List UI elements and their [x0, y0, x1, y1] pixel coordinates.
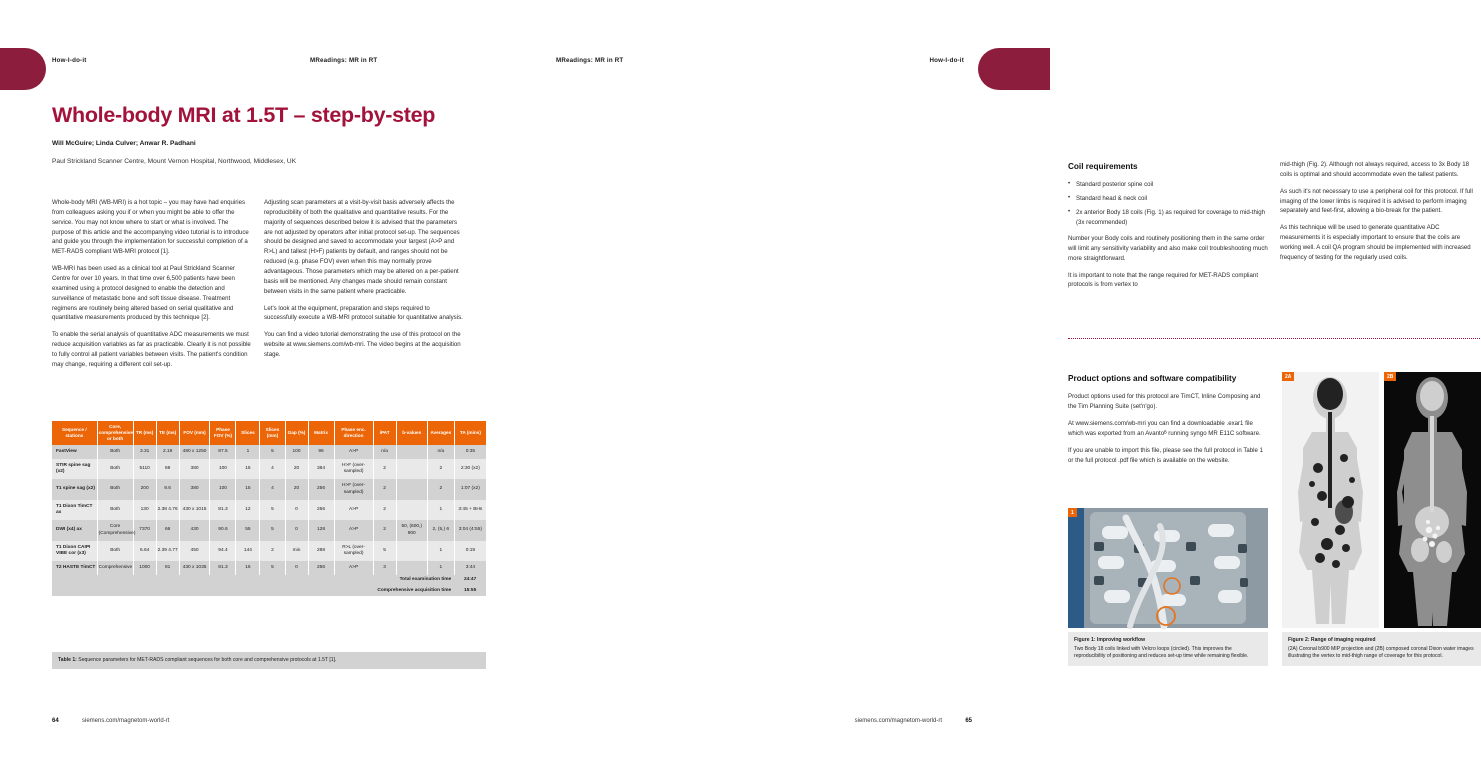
- table-caption: [52, 652, 486, 669]
- table-row: [52, 541, 486, 561]
- cell: 5: [260, 561, 285, 575]
- paragraph: You can find a video tutorial demonstrating the use of this protocol on the website at www.siemens.com/wb-mri. The video begins at the acquisition stage.: [264, 331, 461, 359]
- cell: 3:44: [454, 561, 486, 575]
- total-label: Comprehensive acquisition time: [52, 586, 454, 596]
- footer-url-right: siemens.com/magnetom-world-rt: [854, 718, 942, 724]
- cell: 256: [308, 561, 334, 575]
- figure-2a-badge: 2A: [1282, 372, 1294, 381]
- paragraph: Number your Body coils and routinely positioning them in the same order will limit any sensitivity variability and also make coil troubleshooting much more straightforward.: [1068, 235, 1268, 262]
- figure-1-caption-text: Two Body 18 coils linked with Velcro loops (circled). This improves the reproducibility of positioning and reduces set-up time while remaining flexible.: [1074, 645, 1249, 660]
- cell: 0: [285, 500, 308, 520]
- sequence-parameters-table-wrapper: [52, 421, 486, 596]
- cell: 2: [373, 459, 396, 479]
- table-caption-label: Table 1:: [58, 657, 77, 663]
- cell: [396, 459, 427, 479]
- cell-sequence-name: T1 Dixon CAIPI VIBE cor (x3): [52, 541, 97, 561]
- table-caption-text: Sequence parameters for MET-RADS compliant sequences for both core and comprehensive protocols at 1.5T [1].: [76, 657, 337, 663]
- column-header: Averages: [427, 421, 454, 445]
- cell: [396, 541, 427, 561]
- article-authors: Will McGuire; Linda Culver; Anwar R. Padhani: [52, 140, 196, 147]
- coil-requirements-column: [1068, 160, 1268, 290]
- cell: Both: [97, 459, 133, 479]
- paragraph: Let's look at the equipment, preparation and steps required to successfully execute a WB-MRI protocol suitable for quantitative analysis.: [264, 304, 463, 322]
- cell: 2.39 4.77: [156, 541, 179, 561]
- figure-2-caption-title: Figure 2: Range of imaging required: [1288, 637, 1376, 643]
- cell: n/a: [427, 445, 454, 459]
- cell: 430: [179, 520, 210, 540]
- cell: 0:19: [454, 541, 486, 561]
- cell: 5: [260, 500, 285, 520]
- cell: 2:30 (x2): [454, 459, 486, 479]
- column-header: Matrix: [308, 421, 334, 445]
- footer-url-left: siemens.com/magnetom-world-rt: [82, 718, 170, 724]
- cell: H>F (over-sampled): [334, 479, 373, 499]
- body-column-1: [52, 198, 252, 370]
- cell: 0:35: [454, 445, 486, 459]
- cell: [396, 479, 427, 499]
- left-page: [0, 0, 512, 768]
- cell: 7370: [133, 520, 156, 540]
- cell: 288: [308, 541, 334, 561]
- dixon-body-outline: [1384, 372, 1481, 628]
- cell: 1: [427, 500, 454, 520]
- total-value: 24:47: [454, 575, 486, 585]
- cell: 94.4: [210, 541, 236, 561]
- product-options-column: [1068, 372, 1268, 465]
- cell: 15: [236, 479, 260, 499]
- paragraph: WB-MRI has been used as a clinical tool at Paul Strickland Scanner Centre for over 10 years. In that time over 6,500 patients have been examined using a protocol designed to enable the detection and surveillance of metastatic bone and soft tissue disease. Treatment regimens are routinely being altered based on serial qualitative and quantitative measurements produced by this technique [2].: [52, 265, 235, 322]
- cell-sequence-name: STIR spine sag (x2): [52, 459, 97, 479]
- column-header: b-values: [396, 421, 427, 445]
- cell: 4: [260, 459, 285, 479]
- body-column-2: [264, 198, 464, 360]
- cell: 81.3: [210, 561, 236, 575]
- footer-page-number-right: 65: [965, 718, 972, 724]
- cell: 2: [427, 479, 454, 499]
- table-row: [52, 479, 486, 499]
- cell: A>P: [334, 520, 373, 540]
- figure-2b-badge: 2B: [1384, 372, 1396, 381]
- column-header: Phase FOV (%): [210, 421, 236, 445]
- cell: Both: [97, 500, 133, 520]
- cell: Both: [97, 479, 133, 499]
- column-header: iPAT: [373, 421, 396, 445]
- cell: H>F (over-sampled): [334, 459, 373, 479]
- paragraph: Whole-body MRI (WB-MRI) is a hot topic – you may have had enquiries from colleagues asking you if or when you might be able to offer the service. You may not know where to start or what is involved. The purpose of this article and the accompanying video tutorial is to introduce and guide you through the implementation for successful completion of a MET-RADS compliant WB-MRI protocol [1].: [52, 199, 249, 256]
- cell: 2: [373, 500, 396, 520]
- cell: [396, 445, 427, 459]
- cell: Comprehensive: [97, 561, 133, 575]
- cell: 96: [308, 445, 334, 459]
- figure-2a-mip-image: [1282, 372, 1379, 628]
- table-header-row: [52, 421, 486, 445]
- cell: 81.3: [210, 500, 236, 520]
- cell: 4: [260, 479, 285, 499]
- table-row: [52, 561, 486, 575]
- list-item: • 2x anterior Body 18 coils (Fig. 1) as required for coverage to mid-thigh (3x recommended): [1068, 208, 1268, 227]
- column-header: Core, comprehensive or both: [97, 421, 133, 445]
- table-row: [52, 520, 486, 540]
- article-affiliation: Paul Strickland Scanner Centre, Mount Vernon Hospital, Northwood, Middlesex, UK: [52, 158, 297, 165]
- table-body: [52, 445, 486, 596]
- cell: 1000: [133, 561, 156, 575]
- cell: 55: [236, 520, 260, 540]
- cell: 384: [308, 459, 334, 479]
- cell: 1:07 (x2): [454, 479, 486, 499]
- paragraph: If you are unable to import this file, please see the full protocol in Table 1 or the full protocol .pdf file which is available on the website.: [1068, 446, 1264, 464]
- running-head-left-page-left: How-I-do-it: [52, 57, 87, 64]
- figure-1-caption: [1068, 632, 1268, 666]
- cell: 430 x 1015: [179, 500, 210, 520]
- cell: Core (Comprehensive): [97, 520, 133, 540]
- cell: 130: [133, 500, 156, 520]
- mip-image-artwork: [1282, 372, 1379, 628]
- cell-sequence-name: DWI (x4) ax: [52, 520, 97, 540]
- cell-sequence-name: FastView: [52, 445, 97, 459]
- paragraph: Product options used for this protocol are TimCT, Inline Composing and the Tim Planning Suite (set'n'go).: [1068, 393, 1261, 411]
- running-head-right-page-left: MReadings: MR in RT: [556, 57, 624, 64]
- list-item: • Standard posterior spine coil: [1068, 180, 1268, 189]
- cell-sequence-name: T2 HASTE TimCT: [52, 561, 97, 575]
- cell: 6.64: [133, 541, 156, 561]
- paragraph: It is important to note that the range required for MET-RADS compliant protocols is from vertex to: [1068, 271, 1259, 289]
- total-label: Total examination time: [52, 575, 454, 585]
- cell: 5: [260, 445, 285, 459]
- total-value: 15:55: [454, 586, 486, 596]
- column-header: Slices: [236, 421, 260, 445]
- cell: 2.19: [156, 445, 179, 459]
- cell: 3.31: [133, 445, 156, 459]
- paragraph: At www.siemens.com/wb-mri you can find a downloadable .exar1 file which was exported from an Avantoᴮ running syngo MR E11C software.: [1068, 420, 1261, 437]
- cell: 50, (600,) 900: [396, 520, 427, 540]
- coil-photo-image: [1068, 508, 1268, 628]
- cell: A>P: [334, 500, 373, 520]
- table-row: [52, 445, 486, 459]
- cell: 2, (5,) 6: [427, 520, 454, 540]
- cell: A>P: [334, 561, 373, 575]
- right-page: [512, 0, 1474, 768]
- table-total-row: [52, 586, 486, 596]
- cell: 81: [156, 561, 179, 575]
- paragraph: As this technique will be used to generate quantitative ADC measurements it is especially important to ensure that the coils are working well. A coil QA program should be implemented with increased frequency of testing for the regularly used coils.: [1280, 224, 1471, 261]
- cell: 15: [236, 459, 260, 479]
- cell: 100: [210, 459, 236, 479]
- cell: 5: [260, 520, 285, 540]
- column-header: TE (ms): [156, 421, 179, 445]
- cell: 450: [179, 541, 210, 561]
- cell: 2: [260, 541, 285, 561]
- cell: 380: [179, 479, 210, 499]
- cell: 20: [285, 479, 308, 499]
- cell: 12: [236, 500, 260, 520]
- cell: n/a: [373, 445, 396, 459]
- column-header: Phase enc. direction: [334, 421, 373, 445]
- cell: 2: [373, 479, 396, 499]
- cell: 1: [427, 541, 454, 561]
- cell: Both: [97, 541, 133, 561]
- cell: Both: [97, 445, 133, 459]
- cell: 90.6: [210, 520, 236, 540]
- cell: R>L (over-sampled): [334, 541, 373, 561]
- cell: 430 x 1035: [179, 561, 210, 575]
- dixon-image-artwork: [1384, 372, 1481, 628]
- table-total-row: [52, 575, 486, 585]
- cell: [396, 500, 427, 520]
- sequence-parameters-table: [52, 421, 486, 596]
- cell: 66: [156, 520, 179, 540]
- column-header: Sequence / stations: [52, 421, 97, 445]
- cell: 0: [285, 520, 308, 540]
- cell-sequence-name: T1 spine sag (x2): [52, 479, 97, 499]
- cell: 87.5: [210, 445, 236, 459]
- table-row: [52, 500, 486, 520]
- paragraph: To enable the serial analysis of quantitative ADC measurements we must reduce acquisition variables as far as practicable. Clearly it is not possible to fully control all patient variables between visits. The patient's condition may change, requiring a different coil set-up.: [52, 331, 251, 368]
- cell: [396, 561, 427, 575]
- cell: 100: [210, 479, 236, 499]
- cell: 20: [285, 459, 308, 479]
- cell: 2: [427, 459, 454, 479]
- column-header: Gap (%): [285, 421, 308, 445]
- paragraph: Adjusting scan parameters at a visit-by-visit basis adversely affects the reproducibility of both the qualitative and quantitative results. For the majority of sequences described below it is advised that the parameters are not adjusted by operators after initial protocol set-up. The sequences should be designed and saved to accommodate your largest (A>P and R>L) and tallest (H>F) patients by default, and ranges should not be reduced (e.g. phase FOV) even when this may normally prove advantageous. Those parameters which may be altered on a per-patient basis will be mentioned. Any changes made should remain constant between visits in the same patient where practicable.: [264, 199, 460, 295]
- section-heading-product-options: Product options and software compatibility: [1068, 374, 1237, 383]
- cell: 144: [236, 541, 260, 561]
- figure-1-coil-photo: [1068, 508, 1268, 628]
- figure-2-caption: [1282, 632, 1481, 666]
- cell: 16: [236, 561, 260, 575]
- list-item: • Standard head & neck coil: [1068, 194, 1268, 203]
- cell: 5: [373, 541, 396, 561]
- mip-body-outline: [1282, 372, 1379, 628]
- column-header: Slices (mm): [260, 421, 285, 445]
- cell: 3:45 + BHs: [454, 500, 486, 520]
- cell: 9.6: [156, 479, 179, 499]
- coil-photo-artwork: [1068, 508, 1268, 628]
- coil-requirements-list: [1068, 180, 1268, 227]
- cell: 2.38 4.76: [156, 500, 179, 520]
- figure-2b-dixon-image: [1384, 372, 1481, 628]
- section-divider: [1068, 338, 1480, 339]
- footer-page-number-left: 64: [52, 718, 59, 724]
- cell: 380: [179, 459, 210, 479]
- table-row: [52, 459, 486, 479]
- cell: 69: [156, 459, 179, 479]
- cell: 3:04 (4:55): [454, 520, 486, 540]
- cell: 256: [308, 479, 334, 499]
- cell: 0: [285, 561, 308, 575]
- article-title: Whole-body MRI at 1.5T – step-by-step: [52, 103, 436, 127]
- running-head-right-page-right: How-I-do-it: [929, 57, 964, 64]
- running-head-left-page-right: MReadings: MR in RT: [310, 57, 378, 64]
- cell-sequence-name: T1 Dixon TimCT ax: [52, 500, 97, 520]
- cell: A>P: [334, 445, 373, 459]
- section-heading-coil-requirements: Coil requirements: [1068, 162, 1138, 171]
- column-header: FOV (mm): [179, 421, 210, 445]
- coil-requirements-column-continued: [1280, 160, 1480, 263]
- cell: 128: [308, 520, 334, 540]
- cell: 2: [373, 520, 396, 540]
- column-header: TR (ms): [133, 421, 156, 445]
- cell: 200: [133, 479, 156, 499]
- cell: 100: [285, 445, 308, 459]
- figure-1-caption-title: Figure 1: Improving workflow: [1074, 637, 1146, 643]
- cell: 5110: [133, 459, 156, 479]
- cell: 3: [373, 561, 396, 575]
- figure-2-caption-text: (2A) Coronal b900 MIP projection and (2B) composed coronal Dixon water images illustrating the vertex to mid-thigh range of coverage for this protocol.: [1288, 645, 1474, 660]
- cell: min: [285, 541, 308, 561]
- paragraph: As such it's not necessary to use a peripheral coil for this protocol. If full imaging of the lower limbs is required it is advised to perform imaging separately and feet-first, allowing a bio-break for the patient.: [1280, 187, 1473, 215]
- cell: 256: [308, 500, 334, 520]
- cell: 1: [236, 445, 260, 459]
- cell: 480 x 1250: [179, 445, 210, 459]
- paragraph: mid-thigh (Fig. 2). Although not always required, access to 3x Body 18 coils is optimal and should accommodate even the tallest patients.: [1280, 161, 1470, 178]
- figure-1-badge: 1: [1068, 508, 1077, 517]
- column-header: TA (mins): [454, 421, 486, 445]
- cell: 1: [427, 561, 454, 575]
